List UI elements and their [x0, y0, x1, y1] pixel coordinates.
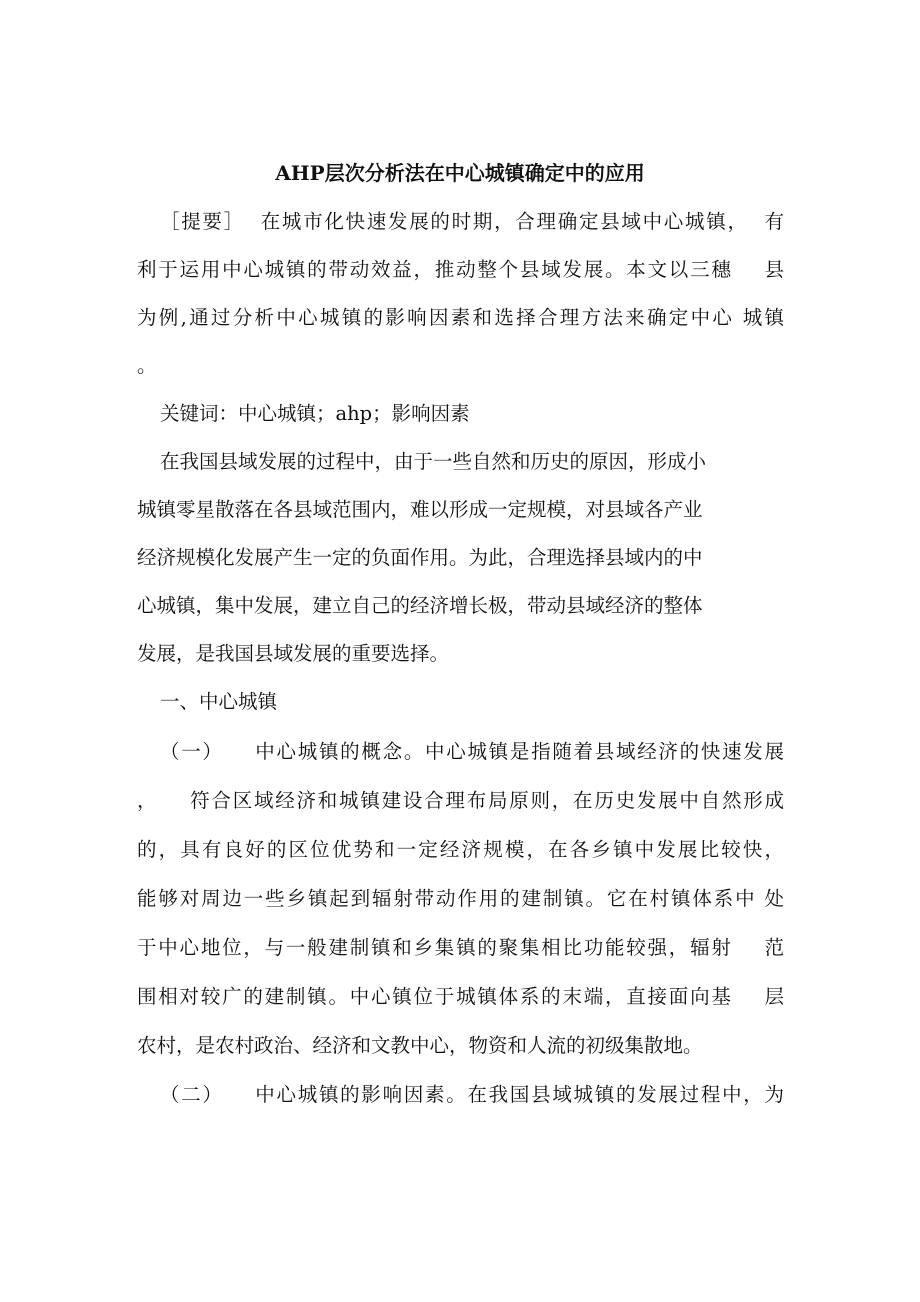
- keywords-line: 关键词：中心城镇；ahp；影响因素: [160, 402, 470, 425]
- concept-line-3: 的，具有良好的区位优势和一定经济规模，在各乡镇中发展比较快，: [137, 838, 784, 861]
- abstract-line-3: 为例,通过分析中心城镇的影响因素和选择合理方法来确定中心 城镇: [137, 306, 784, 329]
- abstract-line-2: 利于运用中心城镇的带动效益，推动整个县域发展。本文以三穗 县: [137, 258, 784, 281]
- concept-line-2: ， 符合区域经济和城镇建设合理布局原则，在历史发展中自然形成: [137, 789, 784, 812]
- concept-line-6: 围相对较广的建制镇。中心镇位于城镇体系的末端，直接面向基 层: [137, 985, 784, 1008]
- document-title: AHP层次分析法在中心城镇确定中的应用: [275, 161, 645, 185]
- concept-line-5: 于中心地位，与一般建制镇和乡集镇的聚集相比功能较强，辐射 范: [137, 936, 784, 959]
- section-heading-1: 一、中心城镇: [160, 690, 278, 713]
- intro-line-5: 发展，是我国县域发展的重要选择。: [137, 642, 450, 665]
- concept-line-4: 能够对周边一些乡镇起到辐射带动作用的建制镇。它在村镇体系中 处: [137, 887, 784, 910]
- abstract-line-1: ［提要］ 在城市化快速发展的时期，合理确定县域中心城镇， 有: [160, 210, 784, 233]
- intro-line-3: 经济规模化发展产生一定的负面作用。为此，合理选择县域内的中: [137, 546, 703, 569]
- intro-line-1: 在我国县域发展的过程中，由于一些自然和历史的原因，形成小: [160, 450, 707, 473]
- concept-line-7: 农村，是农村政治、经济和文教中心，物资和人流的初级集散地。: [137, 1034, 703, 1057]
- abstract-line-4: 。: [137, 354, 157, 377]
- intro-line-4: 心城镇，集中发展，建立自己的经济增长极，带动县域经济的整体: [137, 594, 703, 617]
- concept-line-1: （一） 中心城镇的概念。中心城镇是指随着县域经济的快速发展: [160, 740, 784, 763]
- intro-line-2: 城镇零星散落在各县域范围内，难以形成一定规模，对县域各产业: [137, 498, 703, 521]
- factors-line-1: （二） 中心城镇的影响因素。在我国县域城镇的发展过程中，为: [160, 1083, 784, 1106]
